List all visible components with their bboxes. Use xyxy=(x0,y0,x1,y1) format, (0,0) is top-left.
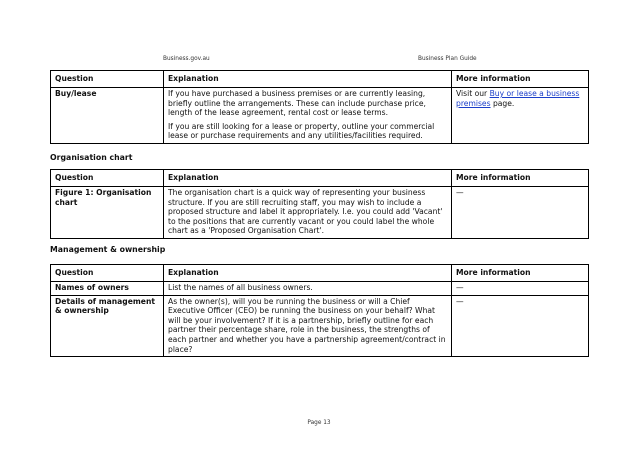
question-cell: Figure 1: Organisation chart xyxy=(51,187,164,239)
header-site-name: Business.gov.au xyxy=(163,56,210,62)
header-document-title: Business Plan Guide xyxy=(418,56,477,62)
more-information-cell: — xyxy=(452,187,589,239)
organisation-chart-table xyxy=(50,169,589,239)
management-ownership-table xyxy=(50,264,589,357)
more-information-cell: — xyxy=(452,295,589,357)
table-header-row xyxy=(51,71,589,88)
more-information-cell: — xyxy=(452,282,589,296)
question-cell: Names of owners xyxy=(51,282,164,296)
column-header-more-information: More information xyxy=(452,265,589,282)
page-number: Page 13 xyxy=(307,420,331,426)
more-info-suffix: page. xyxy=(490,98,515,108)
column-header-explanation: Explanation xyxy=(164,265,452,282)
column-header-more-information: More information xyxy=(452,71,589,88)
explanation-paragraph: If you have purchased a business premises or are currently leasing, briefly outline the arrangements. These can include purchase price, length of the lease agreement, rental cost or lease terms. xyxy=(168,89,426,118)
explanation-cell: List the names of all business owners. xyxy=(164,282,452,296)
column-header-question: Question xyxy=(51,265,164,282)
table-header-row xyxy=(51,170,589,187)
more-info-prefix: Visit our xyxy=(456,89,490,98)
question-cell: Details of management & ownership xyxy=(51,295,164,357)
column-header-explanation: Explanation xyxy=(164,71,452,88)
question-cell: Buy/lease xyxy=(51,88,164,144)
column-header-more-information: More information xyxy=(452,170,589,187)
column-header-question: Question xyxy=(51,71,164,88)
column-header-question: Question xyxy=(51,170,164,187)
buy-or-lease-premises-link[interactable]: Buy or lease a business premises xyxy=(456,89,580,108)
premises-table xyxy=(50,70,589,144)
more-information-cell xyxy=(452,88,589,144)
table-header-row xyxy=(51,265,589,282)
explanation-cell: The organisation chart is a quick way of representing your business structure. If you are still recruiting staff, you may wish to include a proposed structure and label it appropriately. I.e. you could add 'Vacant' to the positions that are currently vacant or you could label the whole chart as a 'Proposed Organisation Chart'. xyxy=(164,187,452,239)
explanation-cell xyxy=(164,88,452,144)
table-row xyxy=(51,187,589,239)
section-heading-management-ownership: Management & ownership xyxy=(50,245,166,254)
table-row xyxy=(51,295,589,357)
explanation-paragraph: If you are still looking for a lease or property, outline your commercial lease or purchase requirements and any utilities/facilities required. xyxy=(168,121,435,141)
column-header-explanation: Explanation xyxy=(164,170,452,187)
table-row xyxy=(51,282,589,296)
table-row xyxy=(51,88,589,144)
explanation-cell: As the owner(s), will you be running the business or will a Chief Executive Officer (CEO) be running the business on your behalf? What will be your involvement? If it is a partnership, briefly outline for each partner their percentage share, role in the business, the strengths of each partner and whether you have a partnership agreement/contract in place? xyxy=(164,295,452,357)
section-heading-organisation-chart: Organisation chart xyxy=(50,153,133,162)
